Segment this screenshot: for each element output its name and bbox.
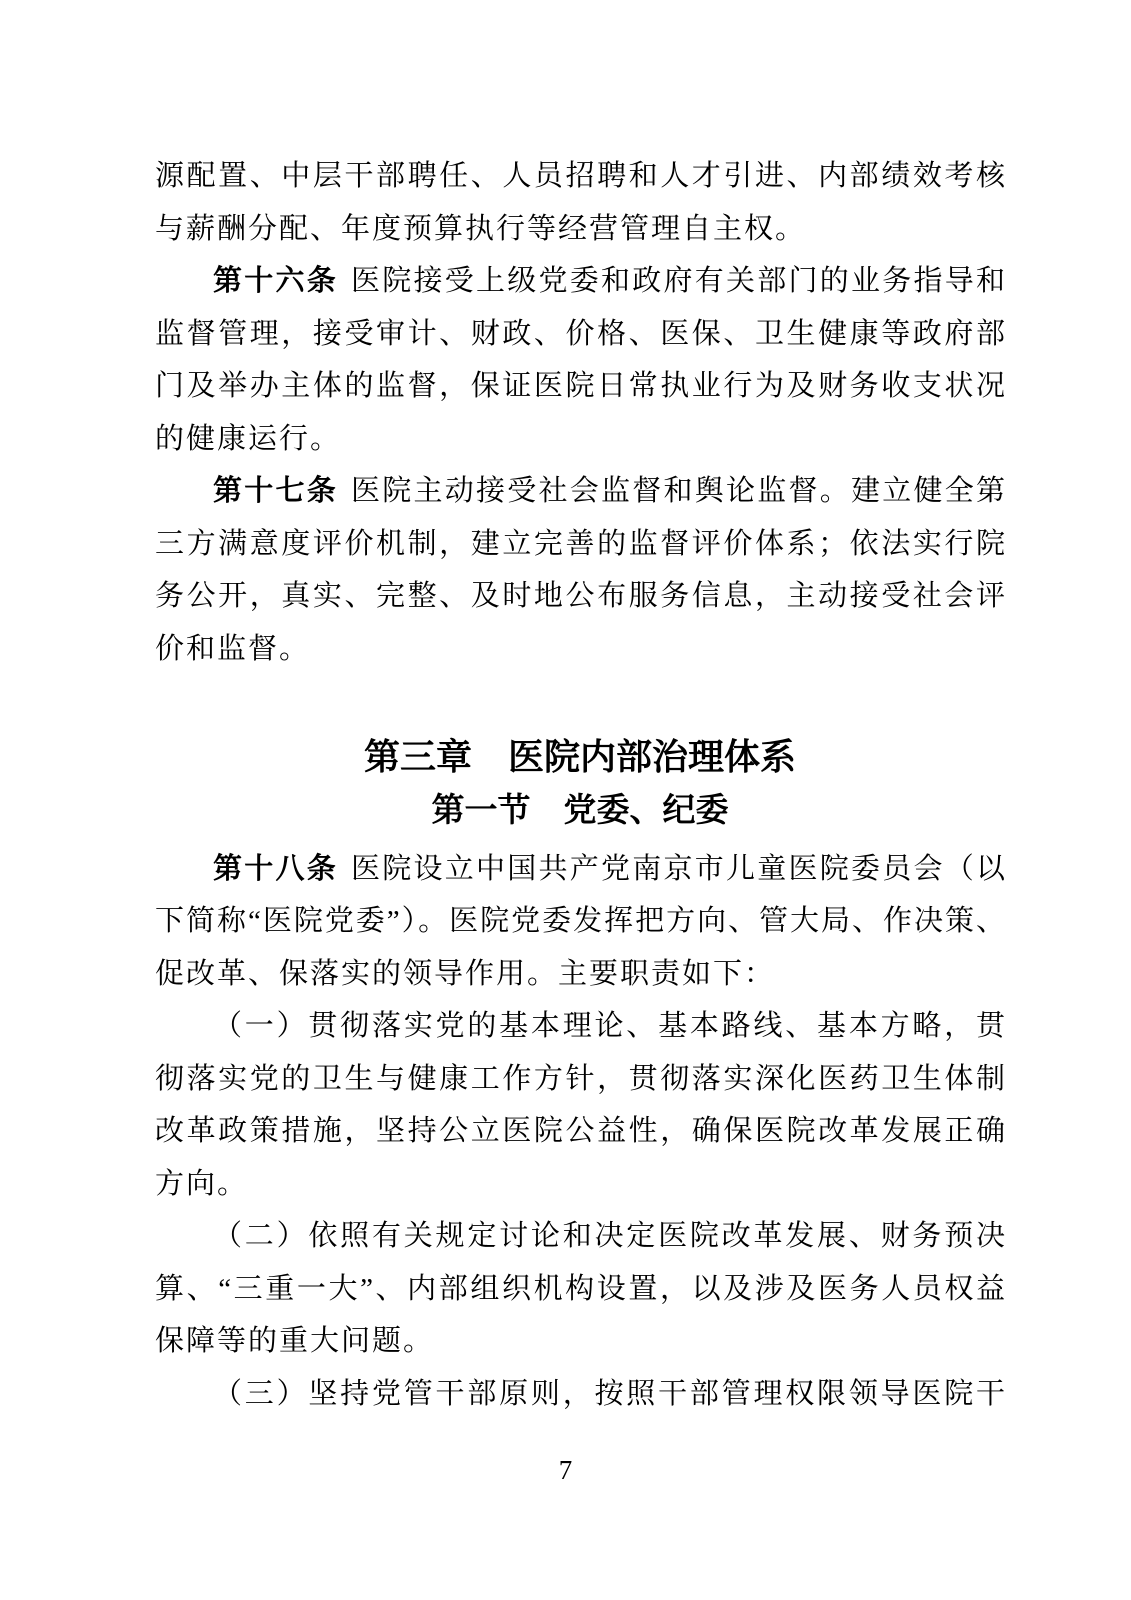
text-line: 务公开，真实、完整、及时地公布服务信息，主动接受社会评 bbox=[155, 580, 1005, 612]
document-content bbox=[155, 150, 1005, 1420]
paragraph-item-2 bbox=[155, 1210, 1005, 1368]
article-16-number: 第十六条 bbox=[213, 265, 338, 297]
text-line: 与薪酬分配、年度预算执行等经营管理自主权。 bbox=[155, 212, 807, 245]
text-line: 方向。 bbox=[155, 1167, 249, 1200]
text-line bbox=[155, 843, 1005, 896]
text-line: 的健康运行。 bbox=[155, 422, 342, 455]
article-17-first-text: 医院主动接受社会监督和舆论监督。建立健全第 bbox=[351, 475, 1005, 507]
text-line: 改革政策措施，坚持公立医院公益性，确保医院改革发展正确 bbox=[155, 1115, 1005, 1147]
text-line: 门及举办主体的监督，保证医院日常执业行为及财务收支状况 bbox=[155, 370, 1005, 402]
article-17-number: 第十七条 bbox=[213, 475, 338, 507]
text-line: （一）贯彻落实党的基本理论、基本路线、基本方略，贯 bbox=[213, 1010, 1005, 1042]
section-heading: 第一节 党委、纪委 bbox=[431, 792, 729, 829]
text-line bbox=[155, 255, 1005, 308]
page-number: 7 bbox=[558, 1455, 573, 1485]
paragraph-item-1 bbox=[155, 1000, 1005, 1210]
paragraph-article-17 bbox=[155, 465, 1005, 675]
paragraph-article-16 bbox=[155, 255, 1005, 465]
text-line: 促改革、保落实的领导作用。主要职责如下： bbox=[155, 957, 776, 990]
article-16-first-text: 医院接受上级党委和政府有关部门的业务指导和 bbox=[351, 265, 1005, 297]
text-line: 保障等的重大问题。 bbox=[155, 1325, 435, 1357]
paragraph-article-18 bbox=[155, 843, 1005, 1001]
article-18-first-text: 医院设立中国共产党南京市儿童医院委员会（以 bbox=[351, 852, 1005, 885]
paragraph-carryover bbox=[155, 150, 1005, 255]
paragraph-item-3 bbox=[155, 1368, 1005, 1421]
text-line bbox=[155, 465, 1005, 518]
text-line: 下简称“医院党委”）。医院党委发挥把方向、管大局、作决策、 bbox=[155, 905, 1005, 937]
text-line: 源配置、中层干部聘任、人员招聘和人才引进、内部绩效考核 bbox=[155, 160, 1005, 192]
text-line: 算、“三重一大”、内部组织机构设置，以及涉及医务人员权益 bbox=[155, 1272, 1005, 1305]
chapter-heading: 第三章 医院内部治理体系 bbox=[363, 735, 796, 777]
article-18-number: 第十八条 bbox=[213, 852, 338, 885]
text-line: （二）依照有关规定讨论和决定医院改革发展、财务预决 bbox=[213, 1220, 1005, 1252]
text-line: （三）坚持党管干部原则，按照干部管理权限领导医院干 bbox=[213, 1377, 1005, 1410]
text-line: 彻落实党的卫生与健康工作方针，贯彻落实深化医药卫生体制 bbox=[155, 1062, 1005, 1095]
text-line: 三方满意度评价机制，建立完善的监督评价体系；依法实行院 bbox=[155, 527, 1005, 560]
text-line: 价和监督。 bbox=[155, 632, 311, 665]
text-line: 监督管理，接受审计、财政、价格、医保、卫生健康等政府部 bbox=[155, 317, 1005, 350]
